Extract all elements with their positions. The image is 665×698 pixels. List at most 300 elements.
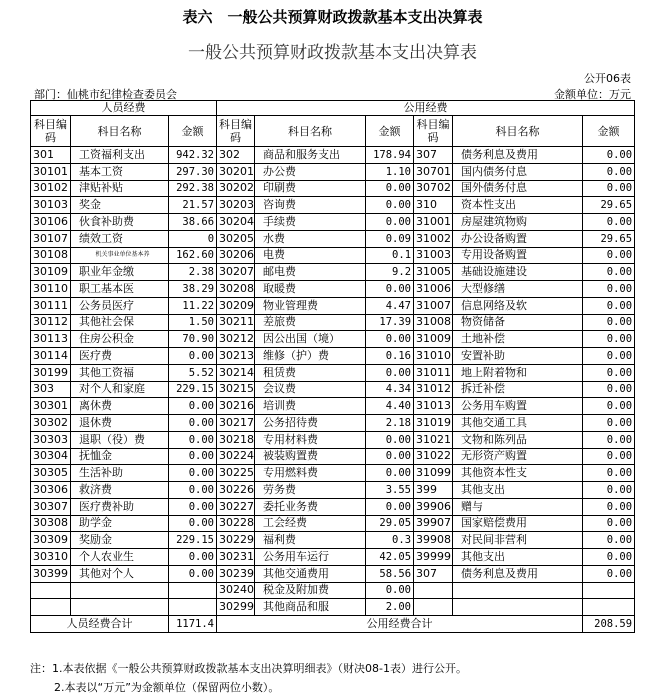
col-name: 科目名称 [255,116,366,147]
public-name: 其他交通费用 [255,565,366,582]
public-name: 专用设备购置 [453,247,583,264]
public-amount: 0.00 [583,281,635,298]
personnel-code: 30114 [31,348,71,365]
col-code: 科目编码 [414,116,453,147]
personnel-name: 职工基本医 [71,281,169,298]
public-name: 租赁费 [255,364,366,381]
table-row [31,498,635,515]
public-name: 无形资产购置 [453,448,583,465]
public-name: 维修（护）费 [255,348,366,365]
personnel-code: 30309 [31,532,71,549]
public-name: 房屋建筑物购 [453,214,583,231]
public-name: 资本性支出 [453,197,583,214]
public-name: 土地补偿 [453,331,583,348]
public-code: 30218 [217,431,255,448]
table-body [31,147,635,616]
public-name: 债务利息及费用 [453,565,583,582]
public-name: 基础设施建设 [453,264,583,281]
public-amount: 0.00 [583,147,635,164]
public-name: 对民间非营利 [453,532,583,549]
public-name: 被装购置费 [255,448,366,465]
col-name: 科目名称 [71,116,169,147]
public-code: 31001 [414,214,453,231]
public-amount: 0.3 [366,532,414,549]
personnel-amount: 0.00 [169,348,217,365]
col-amount: 金额 [366,116,414,147]
personnel-name: 公务员医疗 [71,297,169,314]
personnel-name: 医疗费 [71,348,169,365]
personnel-name: 奖金 [71,197,169,214]
public-name: 税金及附加费 [255,582,366,599]
public-code: 30207 [217,264,255,281]
personnel-code: 30306 [31,482,71,499]
personnel-name: 其他社会保 [71,314,169,331]
public-code: 30204 [217,214,255,231]
public-name: 取暖费 [255,281,366,298]
public-code: 30216 [217,398,255,415]
personnel-amount: 942.32 [169,147,217,164]
public-code: 31005 [414,264,453,281]
public-name: 信息网络及软 [453,297,583,314]
public-code: 302 [217,147,255,164]
public-amount: 9.2 [366,264,414,281]
note-2: 2.本表以“万元”为金额单位（保留两位小数）。 [54,681,280,694]
personnel-code: 30301 [31,398,71,415]
table-row [31,515,635,532]
personnel-code: 30106 [31,214,71,231]
public-name: 咨询费 [255,197,366,214]
public-code [414,582,453,599]
public-code: 30229 [217,532,255,549]
public-name: 其他交通工具 [453,415,583,432]
personnel-amount: 0.00 [169,515,217,532]
personnel-code: 30303 [31,431,71,448]
col-name: 科目名称 [453,116,583,147]
personnel-name: 抚恤金 [71,448,169,465]
public-amount: 2.00 [366,599,414,616]
public-code: 31013 [414,398,453,415]
public-amount: 0.00 [583,214,635,231]
public-amount: 0.00 [583,247,635,264]
public-amount: 0.00 [366,465,414,482]
public-amount: 0.00 [366,364,414,381]
public-name: 商品和服务支出 [255,147,366,164]
public-amount: 17.39 [366,314,414,331]
personnel-code: 30108 [31,247,71,264]
personnel-code: 30307 [31,498,71,515]
public-code: 30225 [217,465,255,482]
public-amount: 0.00 [366,331,414,348]
public-name: 培训费 [255,398,366,415]
personnel-name: 其他工资福 [71,364,169,381]
public-name [453,599,583,616]
public-name: 因公出国（境） [255,331,366,348]
department-label: 部门：仙桃市纪律检查委员会 [34,88,177,101]
public-amount: 0.00 [583,348,635,365]
public-amount: 0.00 [583,297,635,314]
public-code: 30299 [217,599,255,616]
public-amount: 1.10 [366,163,414,180]
table-row [31,297,635,314]
public-name: 委托业务费 [255,498,366,515]
personnel-amount: 38.66 [169,214,217,231]
personnel-code: 30109 [31,264,71,281]
public-code: 31008 [414,314,453,331]
public-name: 公务招待费 [255,415,366,432]
public-amount: 4.40 [366,398,414,415]
personnel-code: 30305 [31,465,71,482]
public-name: 水费 [255,230,366,247]
public-amount: 0.16 [366,348,414,365]
public-name: 会议费 [255,381,366,398]
personnel-amount: 0.00 [169,431,217,448]
personnel-name: 伙食补助费 [71,214,169,231]
group-header-row [31,101,635,116]
table-row [31,398,635,415]
personnel-code: 30113 [31,331,71,348]
public-name: 其他资本性支 [453,465,583,482]
public-amount: 0.00 [583,264,635,281]
public-name: 物业管理费 [255,297,366,314]
public-amount: 3.55 [366,482,414,499]
table-row [31,415,635,432]
public-code: 31010 [414,348,453,365]
public-amount: 0.00 [366,214,414,231]
personnel-code: 30308 [31,515,71,532]
public-code: 30208 [217,281,255,298]
public-amount: 0.00 [583,532,635,549]
personnel-amount: 0.00 [169,398,217,415]
public-amount: 58.56 [366,565,414,582]
personnel-code: 30302 [31,415,71,432]
public-amount [583,582,635,599]
public-code: 30214 [217,364,255,381]
public-amount: 4.47 [366,297,414,314]
personnel-code: 30102 [31,180,71,197]
public-amount: 0.00 [583,364,635,381]
public-amount: 0.00 [583,465,635,482]
public-code: 31009 [414,331,453,348]
personnel-amount [169,599,217,616]
public-code: 39908 [414,532,453,549]
personnel-code [31,582,71,599]
public-name: 公务用车运行 [255,549,366,566]
table-row [31,532,635,549]
public-name: 其他商品和服 [255,599,366,616]
unit-label: 金额单位：万元 [554,88,631,101]
totals-row [31,616,635,633]
public-code: 30211 [217,314,255,331]
note-1: 注：1.本表依据《一般公共预算财政拨款基本支出决算明细表》（财决08-1表）进行公开。 [30,662,467,675]
personnel-code: 30112 [31,314,71,331]
public-code: 307 [414,147,453,164]
public-amount: 178.94 [366,147,414,164]
personnel-code: 30101 [31,163,71,180]
public-name: 邮电费 [255,264,366,281]
personnel-name: 住房公积金 [71,331,169,348]
public-code: 30226 [217,482,255,499]
public-amount: 0.00 [583,431,635,448]
personnel-code: 301 [31,147,71,164]
public-code: 30212 [217,331,255,348]
personnel-amount: 2.38 [169,264,217,281]
personnel-name: 退休费 [71,415,169,432]
table-row [31,264,635,281]
table-row [31,247,635,264]
personnel-amount: 0.00 [169,549,217,566]
personnel-amount: 70.90 [169,331,217,348]
public-amount: 0.00 [583,331,635,348]
public-name: 办公设备购置 [453,230,583,247]
table-row [31,381,635,398]
form-number: 公开06表 [584,72,631,85]
personnel-amount: 21.57 [169,197,217,214]
public-name: 专用燃料费 [255,465,366,482]
public-amount: 0.00 [583,314,635,331]
public-code: 30215 [217,381,255,398]
public-amount: 0.00 [583,482,635,499]
table-row [31,331,635,348]
personnel-amount: 0.00 [169,565,217,582]
personnel-code: 303 [31,381,71,398]
public-code: 30224 [217,448,255,465]
public-amount: 0.09 [366,230,414,247]
public-amount: 2.18 [366,415,414,432]
public-amount: 0.00 [583,515,635,532]
personnel-name [71,599,169,616]
table-row [31,482,635,499]
public-name: 其他支出 [453,549,583,566]
personnel-amount [169,582,217,599]
public-code [414,599,453,616]
table-row [31,431,635,448]
public-code: 31002 [414,230,453,247]
public-code: 31003 [414,247,453,264]
public-amount: 0.00 [583,398,635,415]
personnel-amount: 229.15 [169,532,217,549]
public-code: 30217 [217,415,255,432]
table-row [31,582,635,599]
public-amount: 0.00 [366,498,414,515]
public-amount: 0.00 [583,381,635,398]
public-name: 手续费 [255,214,366,231]
personnel-name: 机关事业单位基本养 [71,247,169,264]
personnel-name: 退职（役）费 [71,431,169,448]
public-amount: 0.00 [583,448,635,465]
table-row [31,147,635,164]
personnel-code: 30107 [31,230,71,247]
personnel-amount: 0.00 [169,498,217,515]
public-code: 30213 [217,348,255,365]
personnel-amount: 292.38 [169,180,217,197]
table-row [31,314,635,331]
personnel-code: 30199 [31,364,71,381]
table-row [31,364,635,381]
public-code: 30701 [414,163,453,180]
public-name: 差旅费 [255,314,366,331]
public-code: 30240 [217,582,255,599]
personnel-amount: 11.22 [169,297,217,314]
report-title: 表六 一般公共预算财政拨款基本支出决算表 [182,8,483,26]
public-amount: 0.00 [583,549,635,566]
col-code: 科目编码 [217,116,255,147]
public-code: 399 [414,482,453,499]
public-code: 307 [414,565,453,582]
public-amount: 4.34 [366,381,414,398]
public-amount: 0.00 [366,180,414,197]
public-code: 31022 [414,448,453,465]
public-code: 30209 [217,297,255,314]
public-amount: 0.00 [583,565,635,582]
personnel-amount: 0.00 [169,448,217,465]
personnel-code: 30103 [31,197,71,214]
personnel-name: 职业年金缴 [71,264,169,281]
personnel-code: 30304 [31,448,71,465]
personnel-amount: 229.15 [169,381,217,398]
public-code: 39999 [414,549,453,566]
public-amount: 29.05 [366,515,414,532]
personnel-amount: 5.52 [169,364,217,381]
public-amount: 0.00 [583,163,635,180]
public-amount: 0.00 [583,180,635,197]
personnel-amount: 0.00 [169,415,217,432]
personnel-name: 绩效工资 [71,230,169,247]
public-name: 安置补助 [453,348,583,365]
personnel-name: 对个人和家庭 [71,381,169,398]
public-amount: 0.1 [366,247,414,264]
table-row [31,565,635,582]
public-code: 39906 [414,498,453,515]
personnel-code [31,599,71,616]
public-amount: 0.00 [583,498,635,515]
personnel-code: 30110 [31,281,71,298]
personnel-name: 基本工资 [71,163,169,180]
public-amount: 0.00 [583,415,635,432]
table-row [31,163,635,180]
table-row [31,197,635,214]
table-row [31,230,635,247]
public-name: 印刷费 [255,180,366,197]
table-row [31,549,635,566]
personnel-amount: 0.00 [169,482,217,499]
personnel-name: 工资福利支出 [71,147,169,164]
public-code: 30203 [217,197,255,214]
public-name: 大型修缮 [453,281,583,298]
public-code: 30228 [217,515,255,532]
personnel-amount: 162.60 [169,247,217,264]
table-row [31,180,635,197]
public-code: 30227 [217,498,255,515]
public-amount: 0.00 [366,281,414,298]
public-code: 31007 [414,297,453,314]
table-row [31,214,635,231]
personnel-name: 奖励金 [71,532,169,549]
public-name: 工会经费 [255,515,366,532]
personnel-name: 离休费 [71,398,169,415]
personnel-name: 个人农业生 [71,549,169,566]
table-row [31,281,635,298]
public-name: 地上附着物和 [453,364,583,381]
public-name: 公务用车购置 [453,398,583,415]
public-amount: 0.00 [366,582,414,599]
public-name: 劳务费 [255,482,366,499]
personnel-name: 医疗费补助 [71,498,169,515]
public-name: 国内债务付息 [453,163,583,180]
public-amount: 0.00 [366,197,414,214]
table-row [31,448,635,465]
public-amount [583,599,635,616]
public-name: 拆迁补偿 [453,381,583,398]
public-name [453,582,583,599]
personnel-code: 30399 [31,565,71,582]
personnel-code: 30111 [31,297,71,314]
public-code: 31012 [414,381,453,398]
public-name: 福利费 [255,532,366,549]
public-name: 国家赔偿费用 [453,515,583,532]
personnel-amount: 297.30 [169,163,217,180]
public-code: 310 [414,197,453,214]
col-code: 科目编码 [31,116,71,147]
personnel-name: 生活补助 [71,465,169,482]
personnel-name [71,582,169,599]
report-subtitle: 一般公共预算财政拨款基本支出决算表 [188,43,477,63]
public-name: 国外债务付息 [453,180,583,197]
col-amount: 金额 [583,116,635,147]
public-code: 30205 [217,230,255,247]
public-code: 31099 [414,465,453,482]
public-code: 30201 [217,163,255,180]
personnel-name: 其他对个人 [71,565,169,582]
public-code: 31011 [414,364,453,381]
public-code: 39907 [414,515,453,532]
public-amount: 29.65 [583,197,635,214]
personnel-name: 救济费 [71,482,169,499]
personnel-header: 人员经费 [31,101,217,116]
table-row [31,599,635,616]
personnel-amount: 0 [169,230,217,247]
personnel-amount: 1.50 [169,314,217,331]
public-name: 赠与 [453,498,583,515]
table-row [31,348,635,365]
public-code: 31019 [414,415,453,432]
personnel-total-value: 1171.4 [169,616,217,633]
public-amount: 29.65 [583,230,635,247]
public-code: 30206 [217,247,255,264]
public-name: 专用材料费 [255,431,366,448]
public-code: 30231 [217,549,255,566]
public-header: 公用经费 [217,101,635,116]
personnel-total-label: 人员经费合计 [31,616,169,633]
public-code: 30202 [217,180,255,197]
public-name: 文物和陈列品 [453,431,583,448]
public-code: 31006 [414,281,453,298]
public-code: 30702 [414,180,453,197]
public-amount: 0.00 [366,431,414,448]
public-code: 31021 [414,431,453,448]
personnel-code: 30310 [31,549,71,566]
table-row [31,465,635,482]
public-name: 债务利息及费用 [453,147,583,164]
personnel-amount: 38.29 [169,281,217,298]
public-total-label: 公用经费合计 [217,616,583,633]
public-code: 30239 [217,565,255,582]
public-name: 电费 [255,247,366,264]
public-amount: 42.05 [366,549,414,566]
expenditure-table [30,100,635,633]
public-total-value: 208.59 [583,616,635,633]
personnel-name: 助学金 [71,515,169,532]
public-name: 办公费 [255,163,366,180]
